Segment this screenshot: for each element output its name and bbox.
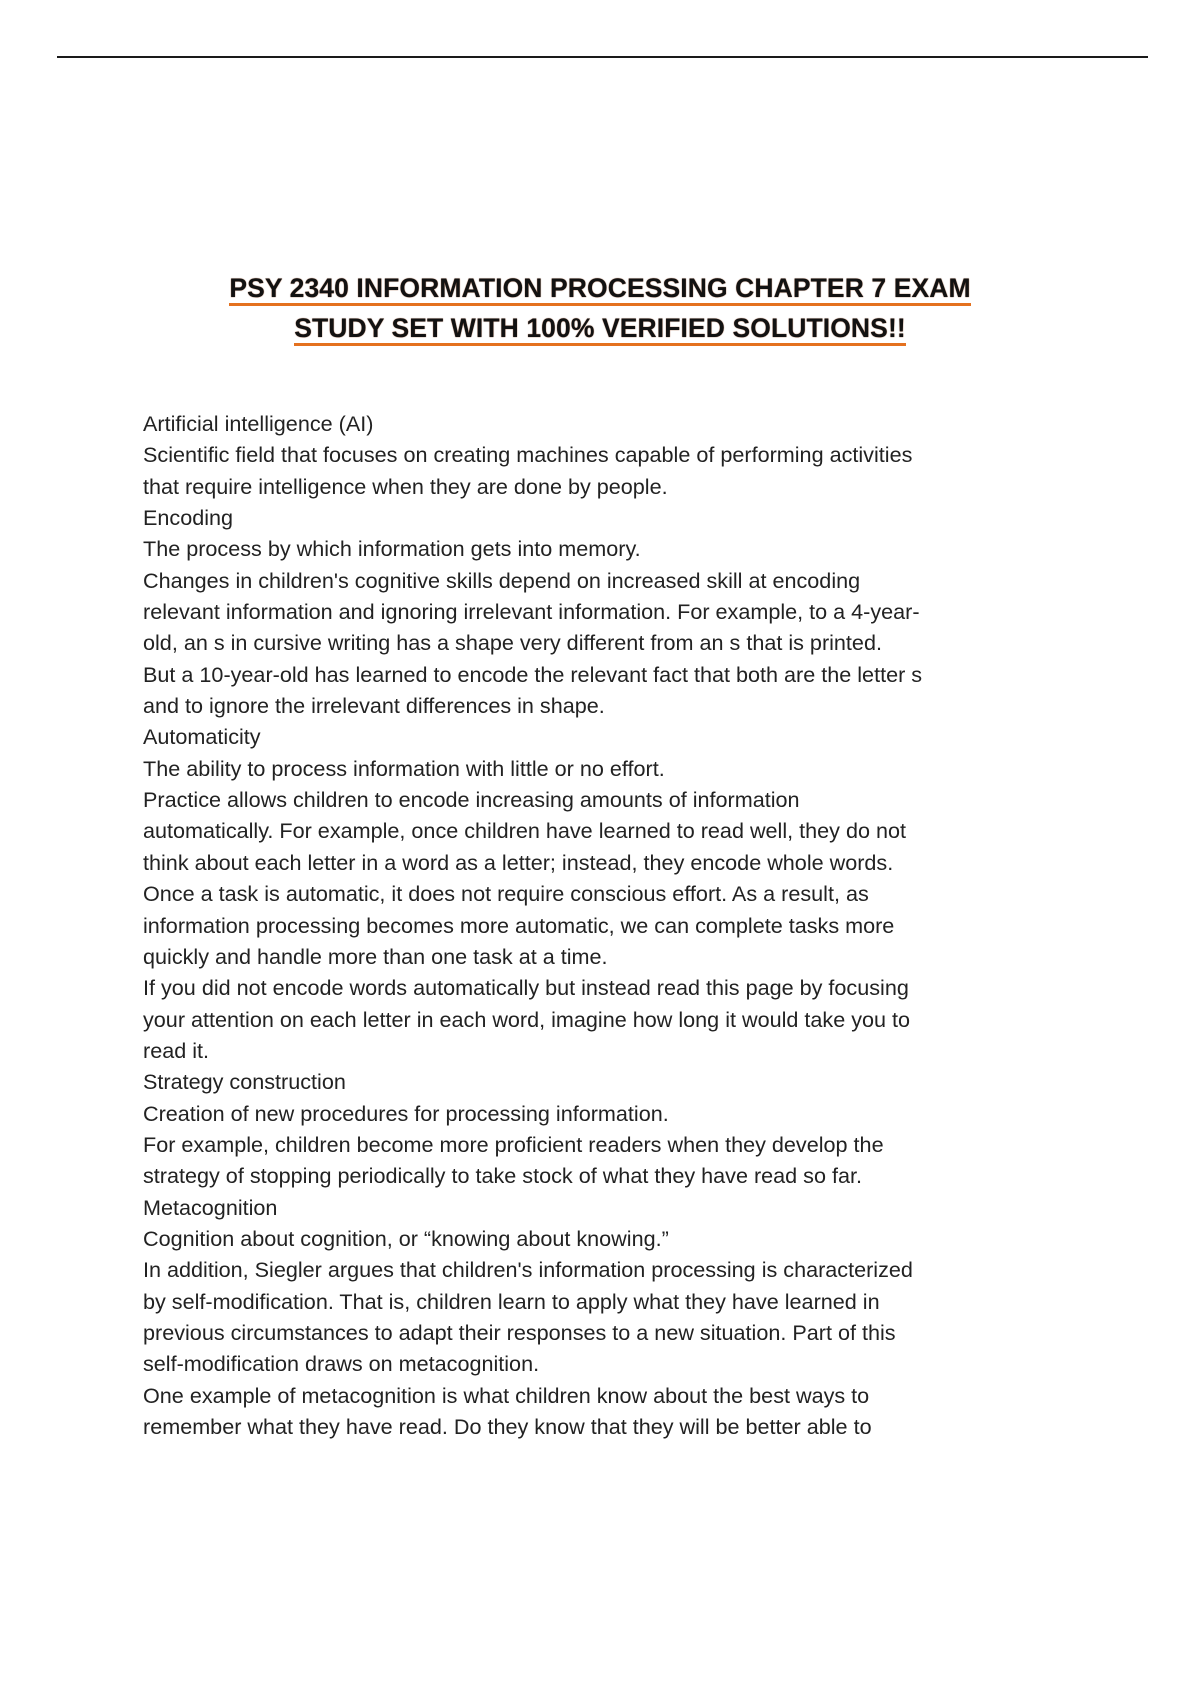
title-line-2: STUDY SET WITH 100% VERIFIED SOLUTIONS!!	[120, 308, 1080, 348]
body-line: The ability to process information with little or no effort.	[143, 755, 665, 781]
body-line: by self-modification. That is, children learn to apply what they have learned in	[143, 1288, 880, 1314]
body-line: For example, children become more proficient readers when they develop the	[143, 1131, 884, 1157]
body-line: information processing becomes more automatic, we can complete tasks more	[143, 912, 895, 938]
body-line: automatically. For example, once children have learned to read well, they do not	[143, 818, 907, 844]
body-line: previous circumstances to adapt their responses to a new situation. Part of this	[143, 1319, 896, 1345]
term-line: Automaticity	[143, 724, 261, 750]
body-line: your attention on each letter in each word, imagine how long it would take you to	[143, 1006, 911, 1032]
body-line: Once a task is automatic, it does not require conscious effort. As a result, as	[143, 881, 869, 907]
body-line: Changes in children's cognitive skills depend on increased skill at encoding	[143, 567, 861, 593]
body-line: Cognition about cognition, or “knowing about knowing.”	[143, 1225, 669, 1251]
body-line: Creation of new procedures for processing information.	[143, 1100, 669, 1126]
body-line: and to ignore the irrelevant differences in shape.	[143, 693, 605, 719]
body-line: that require intelligence when they are done by people.	[143, 473, 668, 499]
body-line: Practice allows children to encode increasing amounts of information	[143, 787, 800, 813]
body-line: read it.	[143, 1037, 210, 1063]
body-line: self-modification draws on metacognition.	[143, 1351, 540, 1377]
body-line: If you did not encode words automatically but instead read this page by focusing	[143, 975, 909, 1001]
body-line: quickly and handle more than one task at a time.	[143, 943, 608, 969]
body-line: think about each letter in a word as a letter; instead, they encode whole words.	[143, 849, 894, 875]
body-line: old, an s in cursive writing has a shape very different from an s that is printed.	[143, 630, 882, 656]
body-line: But a 10-year-old has learned to encode the relevant fact that both are the letter s	[143, 661, 923, 687]
body-line: Scientific field that focuses on creating machines capable of performing activities	[143, 442, 913, 468]
body-line: One example of metacognition is what children know about the best ways to	[143, 1382, 870, 1408]
title-line-1: PSY 2340 INFORMATION PROCESSING CHAPTER 7 EXAM	[120, 268, 1080, 308]
body-line: In addition, Siegler argues that children's information processing is characterized	[143, 1257, 913, 1283]
term-line: Artificial intelligence (AI)	[143, 411, 374, 436]
body-line: remember what they have read. Do they know that they will be better able to	[143, 1414, 872, 1439]
top-rule	[57, 56, 1148, 58]
body-line: relevant information and ignoring irrelevant information. For example, to a 4-year-	[143, 599, 920, 625]
document-title	[120, 268, 1080, 348]
body-line: The process by which information gets into memory.	[143, 536, 641, 562]
term-line: Encoding	[143, 505, 234, 531]
term-line: Metacognition	[143, 1194, 278, 1220]
body-line: strategy of stopping periodically to take stock of what they have read so far.	[143, 1163, 862, 1189]
term-line: Strategy construction	[143, 1069, 346, 1095]
document-body	[143, 408, 1083, 1442]
